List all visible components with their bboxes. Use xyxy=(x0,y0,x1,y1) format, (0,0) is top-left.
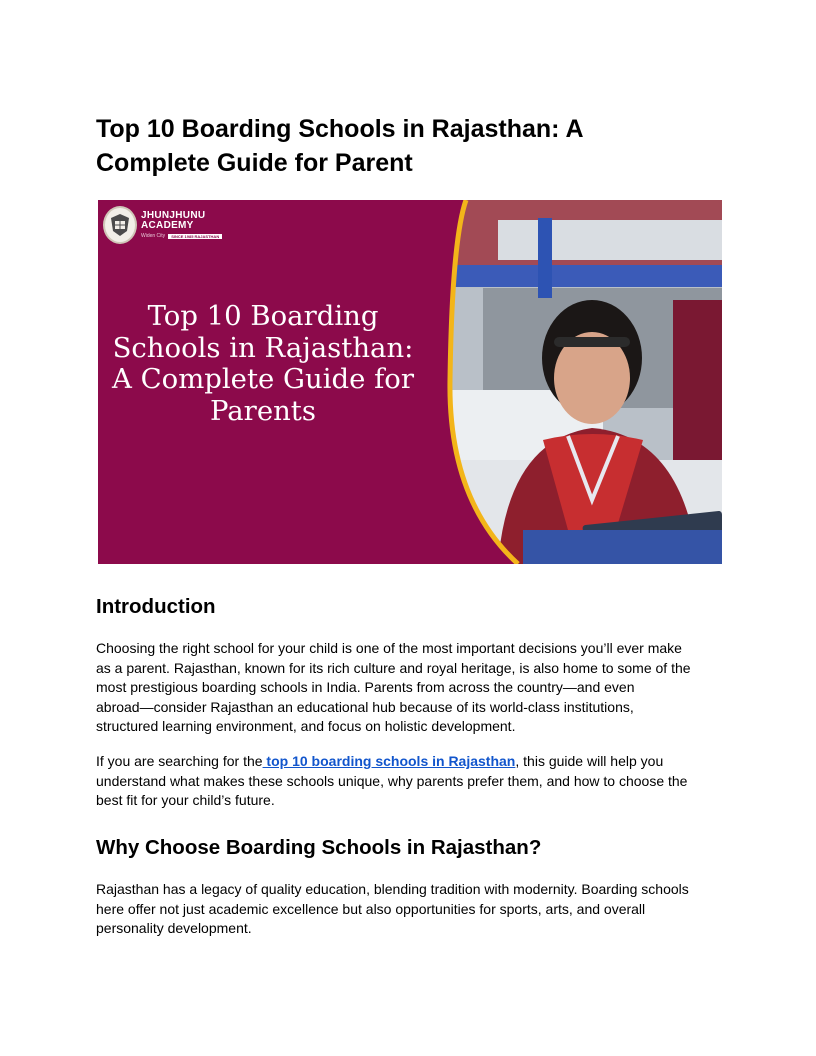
banner-heading xyxy=(100,301,426,427)
hero-banner-image xyxy=(98,200,722,564)
text-line: , this guide will help you xyxy=(515,753,664,769)
guide-paragraph xyxy=(96,752,722,811)
text-line: structured learning environment, and focus on holistic development. xyxy=(96,718,516,734)
logo-name-line-2: ACADEMY xyxy=(141,220,194,231)
text-line: as a parent. Rajasthan, known for its rich culture and royal heritage, is also home to some of the xyxy=(96,659,691,676)
academy-crest-icon xyxy=(103,206,137,244)
logo-subtitle: Widen City xyxy=(141,233,166,239)
text-line: Choosing the right school for your child is one of the most important decisions you’ll ever make xyxy=(96,640,682,656)
top-10-boarding-schools-link[interactable]: top 10 boarding schools in Rajasthan xyxy=(262,753,516,769)
text-line: understand what makes these schools unique, why parents prefer them, and how to choose the xyxy=(96,772,688,789)
text-line: here offer not just academic excellence but also opportunities for sports, arts, and overall xyxy=(96,900,646,917)
introduction-paragraph xyxy=(96,639,722,737)
text-line: most prestigious boarding schools in India. Parents from across the country—and even xyxy=(96,679,635,695)
logo-tag: SINCE 1985 RAJASTHAN xyxy=(168,234,222,239)
title-line-2: Complete Guide for Parent xyxy=(96,149,413,177)
why-choose-heading: Why Choose Boarding Schools in Rajasthan? xyxy=(96,836,542,859)
text-line: best fit for your child’s future. xyxy=(96,792,275,808)
banner-heading-line: Top 10 Boarding xyxy=(147,300,379,332)
academy-logo xyxy=(103,205,222,245)
text-line: personality development. xyxy=(96,920,252,936)
document-title xyxy=(96,112,722,180)
introduction-heading: Introduction xyxy=(96,595,216,618)
banner-heading-line: Parents xyxy=(210,394,316,427)
text-line: If you are searching for the xyxy=(96,753,263,769)
text-line: abroad—consider Rajasthan an educational hub because of its world-class institutions, xyxy=(96,698,634,715)
title-line-1: Top 10 Boarding Schools in Rajasthan: A xyxy=(96,115,584,143)
why-choose-paragraph xyxy=(96,880,722,939)
banner-heading-line: A Complete Guide for xyxy=(112,363,414,395)
logo-name-line-1: JHUNJHUNU xyxy=(141,210,206,221)
banner-heading-line: Schools in Rajasthan: xyxy=(112,331,414,364)
text-line: Rajasthan has a legacy of quality education, blending tradition with modernity. Boarding schools xyxy=(96,881,689,897)
